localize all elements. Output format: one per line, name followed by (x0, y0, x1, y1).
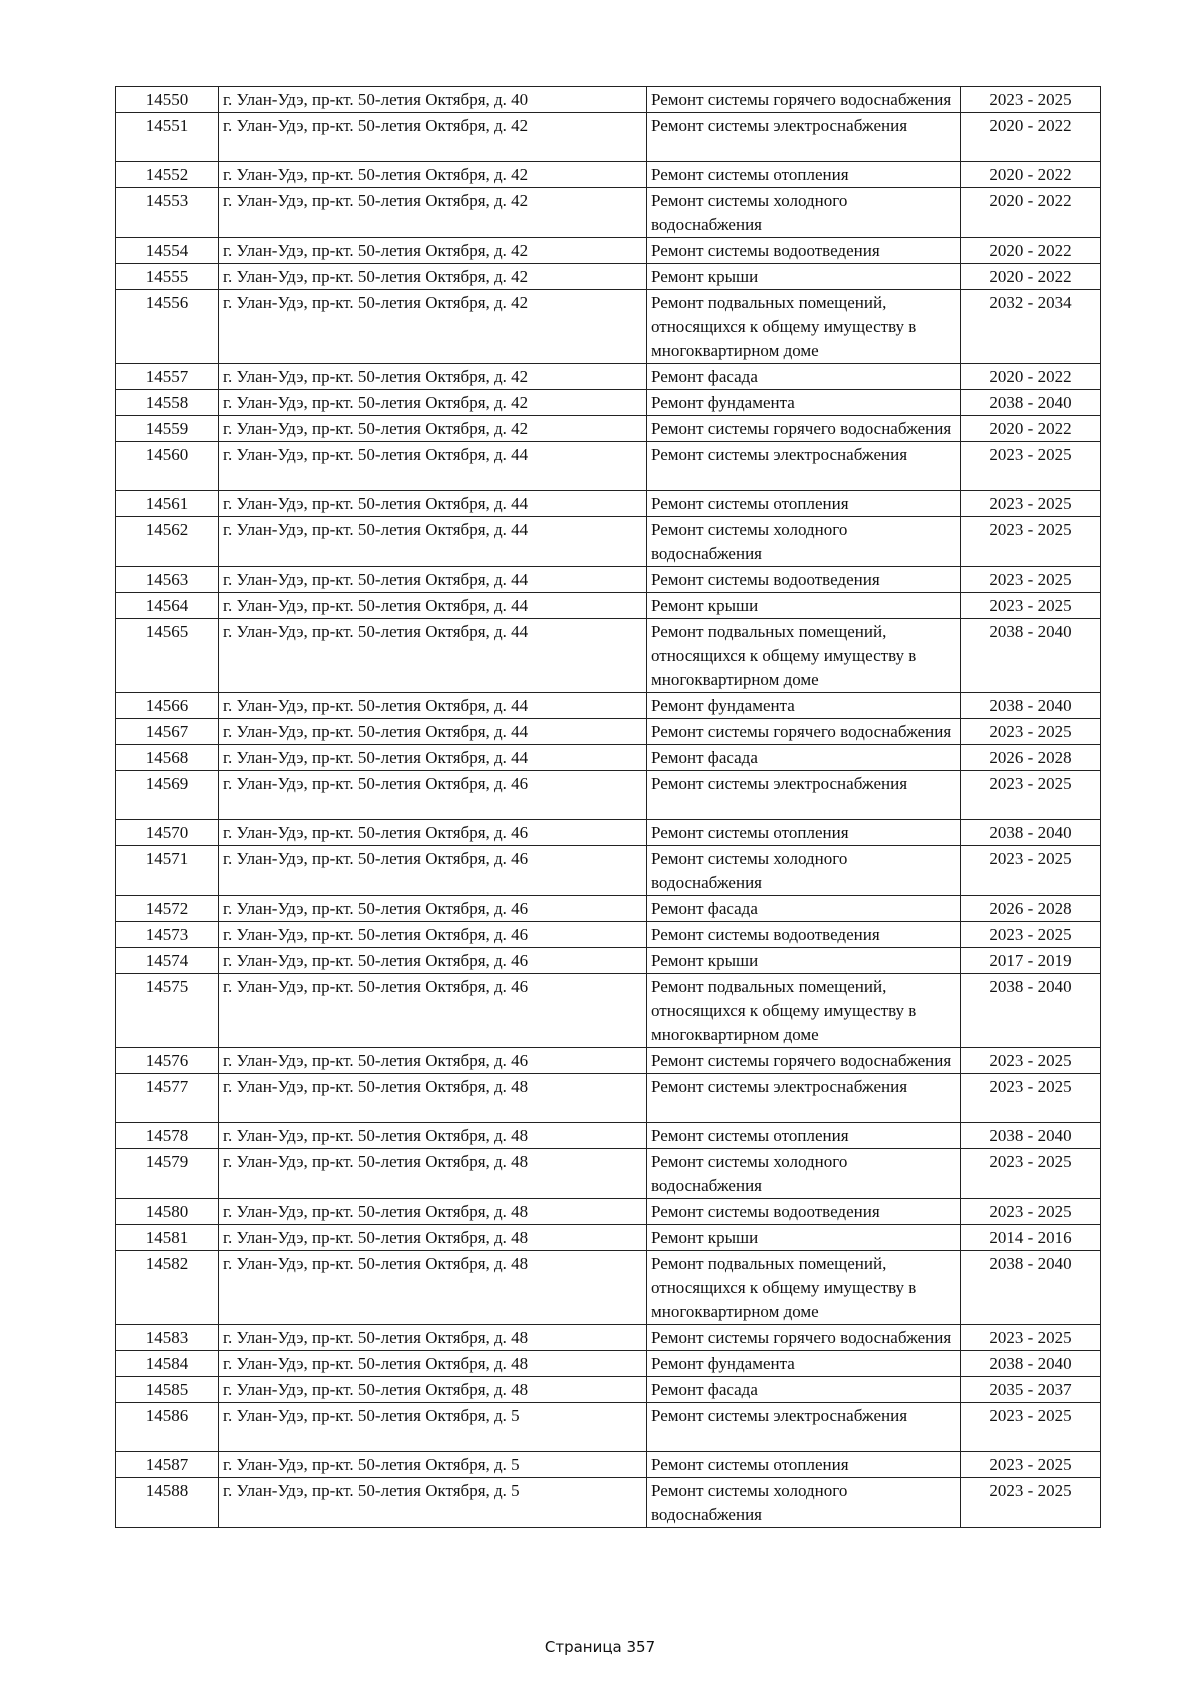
row-work-type: Ремонт системы электроснабжения (647, 1074, 961, 1123)
row-period: 2035 - 2037 (961, 1377, 1101, 1403)
row-number: 14554 (116, 238, 219, 264)
row-address: г. Улан-Удэ, пр-кт. 50-летия Октября, д. 42 (219, 113, 647, 162)
row-period: 2038 - 2040 (961, 1123, 1101, 1149)
row-period: 2023 - 2025 (961, 1452, 1101, 1478)
row-period: 2026 - 2028 (961, 745, 1101, 771)
row-work-type: Ремонт системы холодного водоснабжения (647, 1149, 961, 1199)
row-period: 2023 - 2025 (961, 1149, 1101, 1199)
row-period: 2023 - 2025 (961, 567, 1101, 593)
row-work-type: Ремонт системы водоотведения (647, 567, 961, 593)
row-period: 2023 - 2025 (961, 719, 1101, 745)
row-work-type: Ремонт системы холодного водоснабжения (647, 188, 961, 238)
row-period: 2020 - 2022 (961, 264, 1101, 290)
row-work-type: Ремонт системы отопления (647, 1123, 961, 1149)
row-number: 14565 (116, 619, 219, 693)
row-period: 2023 - 2025 (961, 1325, 1101, 1351)
row-number: 14555 (116, 264, 219, 290)
row-work-type: Ремонт системы горячего водоснабжения (647, 1048, 961, 1074)
table-row (116, 416, 1101, 442)
row-work-type: Ремонт подвальных помещений, относящихся к общему имуществу в многоквартирном доме (647, 290, 961, 364)
row-number: 14575 (116, 974, 219, 1048)
table-row (116, 1403, 1101, 1452)
row-address: г. Улан-Удэ, пр-кт. 50-летия Октября, д. 44 (219, 693, 647, 719)
table-row (116, 1478, 1101, 1528)
table-row (116, 1074, 1101, 1123)
row-number: 14572 (116, 896, 219, 922)
table-row (116, 517, 1101, 567)
row-period: 2023 - 2025 (961, 771, 1101, 820)
table-row (116, 593, 1101, 619)
row-work-type: Ремонт системы электроснабжения (647, 771, 961, 820)
row-number: 14576 (116, 1048, 219, 1074)
table-row (116, 491, 1101, 517)
row-number: 14570 (116, 820, 219, 846)
row-work-type: Ремонт крыши (647, 948, 961, 974)
table-row (116, 948, 1101, 974)
table-row (116, 619, 1101, 693)
row-address: г. Улан-Удэ, пр-кт. 50-летия Октября, д. 48 (219, 1199, 647, 1225)
row-work-type: Ремонт системы электроснабжения (647, 1403, 961, 1452)
table-row (116, 1325, 1101, 1351)
row-number: 14566 (116, 693, 219, 719)
table-row (116, 820, 1101, 846)
row-number: 14573 (116, 922, 219, 948)
repair-schedule-table (115, 86, 1101, 1528)
row-address: г. Улан-Удэ, пр-кт. 50-летия Октября, д. 48 (219, 1074, 647, 1123)
row-work-type: Ремонт системы электроснабжения (647, 442, 961, 491)
row-address: г. Улан-Удэ, пр-кт. 50-летия Октября, д. 48 (219, 1123, 647, 1149)
row-work-type: Ремонт системы электроснабжения (647, 113, 961, 162)
row-address: г. Улан-Удэ, пр-кт. 50-летия Октября, д. 40 (219, 87, 647, 113)
table-row (116, 238, 1101, 264)
row-work-type: Ремонт системы водоотведения (647, 922, 961, 948)
table-row (116, 290, 1101, 364)
row-address: г. Улан-Удэ, пр-кт. 50-летия Октября, д. 44 (219, 442, 647, 491)
row-address: г. Улан-Удэ, пр-кт. 50-летия Октября, д. 44 (219, 593, 647, 619)
row-period: 2023 - 2025 (961, 1403, 1101, 1452)
row-address: г. Улан-Удэ, пр-кт. 50-летия Октября, д. 48 (219, 1225, 647, 1251)
table-row (116, 1123, 1101, 1149)
row-address: г. Улан-Удэ, пр-кт. 50-летия Октября, д. 48 (219, 1351, 647, 1377)
row-address: г. Улан-Удэ, пр-кт. 50-летия Октября, д. 46 (219, 846, 647, 896)
row-period: 2023 - 2025 (961, 1074, 1101, 1123)
table-row (116, 1377, 1101, 1403)
row-address: г. Улан-Удэ, пр-кт. 50-летия Октября, д. 42 (219, 264, 647, 290)
row-number: 14582 (116, 1251, 219, 1325)
row-number: 14585 (116, 1377, 219, 1403)
row-work-type: Ремонт фасада (647, 896, 961, 922)
row-work-type: Ремонт подвальных помещений, относящихся к общему имуществу в многоквартирном доме (647, 1251, 961, 1325)
row-work-type: Ремонт системы горячего водоснабжения (647, 719, 961, 745)
row-period: 2032 - 2034 (961, 290, 1101, 364)
row-number: 14564 (116, 593, 219, 619)
row-work-type: Ремонт подвальных помещений, относящихся к общему имуществу в многоквартирном доме (647, 974, 961, 1048)
row-number: 14580 (116, 1199, 219, 1225)
row-period: 2023 - 2025 (961, 1199, 1101, 1225)
row-work-type: Ремонт подвальных помещений, относящихся к общему имуществу в многоквартирном доме (647, 619, 961, 693)
row-work-type: Ремонт крыши (647, 593, 961, 619)
table-row (116, 1452, 1101, 1478)
row-work-type: Ремонт фасада (647, 1377, 961, 1403)
row-work-type: Ремонт фундамента (647, 693, 961, 719)
row-address: г. Улан-Удэ, пр-кт. 50-летия Октября, д. 5 (219, 1452, 647, 1478)
row-address: г. Улан-Удэ, пр-кт. 50-летия Октября, д. 5 (219, 1478, 647, 1528)
row-work-type: Ремонт системы отопления (647, 1452, 961, 1478)
row-period: 2038 - 2040 (961, 1351, 1101, 1377)
table-row (116, 1225, 1101, 1251)
row-work-type: Ремонт фасада (647, 745, 961, 771)
row-number: 14581 (116, 1225, 219, 1251)
row-period: 2038 - 2040 (961, 1251, 1101, 1325)
row-work-type: Ремонт системы отопления (647, 820, 961, 846)
table-row (116, 745, 1101, 771)
table-row (116, 719, 1101, 745)
row-number: 14588 (116, 1478, 219, 1528)
row-number: 14560 (116, 442, 219, 491)
row-number: 14559 (116, 416, 219, 442)
row-address: г. Улан-Удэ, пр-кт. 50-летия Октября, д. 44 (219, 517, 647, 567)
table-body (116, 87, 1101, 1528)
table-row (116, 974, 1101, 1048)
row-address: г. Улан-Удэ, пр-кт. 50-летия Октября, д. 42 (219, 290, 647, 364)
row-number: 14563 (116, 567, 219, 593)
table-row (116, 896, 1101, 922)
row-number: 14571 (116, 846, 219, 896)
row-period: 2023 - 2025 (961, 1478, 1101, 1528)
row-number: 14567 (116, 719, 219, 745)
row-address: г. Улан-Удэ, пр-кт. 50-летия Октября, д. 46 (219, 896, 647, 922)
row-address: г. Улан-Удэ, пр-кт. 50-летия Октября, д. 42 (219, 364, 647, 390)
row-number: 14558 (116, 390, 219, 416)
row-period: 2023 - 2025 (961, 491, 1101, 517)
row-period: 2038 - 2040 (961, 390, 1101, 416)
row-number: 14568 (116, 745, 219, 771)
row-work-type: Ремонт системы горячего водоснабжения (647, 87, 961, 113)
table-row (116, 442, 1101, 491)
row-number: 14561 (116, 491, 219, 517)
row-period: 2038 - 2040 (961, 693, 1101, 719)
row-work-type: Ремонт фундамента (647, 1351, 961, 1377)
row-number: 14577 (116, 1074, 219, 1123)
table-row (116, 364, 1101, 390)
page-number: Страница 357 (544, 1638, 656, 1656)
row-address: г. Улан-Удэ, пр-кт. 50-летия Октября, д. 44 (219, 745, 647, 771)
row-address: г. Улан-Удэ, пр-кт. 50-летия Октября, д. 46 (219, 1048, 647, 1074)
row-address: г. Улан-Удэ, пр-кт. 50-летия Октября, д. 42 (219, 416, 647, 442)
table-row (116, 693, 1101, 719)
row-number: 14557 (116, 364, 219, 390)
table-row (116, 1149, 1101, 1199)
row-number: 14556 (116, 290, 219, 364)
row-number: 14553 (116, 188, 219, 238)
row-work-type: Ремонт фасада (647, 364, 961, 390)
row-number: 14584 (116, 1351, 219, 1377)
row-period: 2023 - 2025 (961, 87, 1101, 113)
table-row (116, 1251, 1101, 1325)
row-address: г. Улан-Удэ, пр-кт. 50-летия Октября, д. 48 (219, 1377, 647, 1403)
row-number: 14587 (116, 1452, 219, 1478)
row-period: 2038 - 2040 (961, 974, 1101, 1048)
row-work-type: Ремонт системы водоотведения (647, 1199, 961, 1225)
table-row (116, 567, 1101, 593)
row-period: 2026 - 2028 (961, 896, 1101, 922)
row-period: 2017 - 2019 (961, 948, 1101, 974)
row-address: г. Улан-Удэ, пр-кт. 50-летия Октября, д. 44 (219, 619, 647, 693)
row-work-type: Ремонт системы водоотведения (647, 238, 961, 264)
row-address: г. Улан-Удэ, пр-кт. 50-летия Октября, д. 46 (219, 771, 647, 820)
table-row (116, 264, 1101, 290)
row-period: 2020 - 2022 (961, 364, 1101, 390)
row-period: 2023 - 2025 (961, 1048, 1101, 1074)
row-number: 14569 (116, 771, 219, 820)
row-number: 14551 (116, 113, 219, 162)
row-address: г. Улан-Удэ, пр-кт. 50-летия Октября, д. 44 (219, 719, 647, 745)
row-number: 14586 (116, 1403, 219, 1452)
row-number: 14550 (116, 87, 219, 113)
row-period: 2023 - 2025 (961, 517, 1101, 567)
row-address: г. Улан-Удэ, пр-кт. 50-летия Октября, д. 42 (219, 238, 647, 264)
table-row (116, 1048, 1101, 1074)
row-address: г. Улан-Удэ, пр-кт. 50-летия Октября, д. 46 (219, 974, 647, 1048)
row-work-type: Ремонт крыши (647, 264, 961, 290)
row-address: г. Улан-Удэ, пр-кт. 50-летия Октября, д. 46 (219, 948, 647, 974)
row-number: 14574 (116, 948, 219, 974)
row-period: 2023 - 2025 (961, 593, 1101, 619)
row-address: г. Улан-Удэ, пр-кт. 50-летия Октября, д. 48 (219, 1251, 647, 1325)
row-work-type: Ремонт системы отопления (647, 162, 961, 188)
table-row (116, 162, 1101, 188)
row-period: 2023 - 2025 (961, 846, 1101, 896)
row-period: 2038 - 2040 (961, 820, 1101, 846)
row-number: 14578 (116, 1123, 219, 1149)
row-period: 2020 - 2022 (961, 188, 1101, 238)
row-period: 2023 - 2025 (961, 442, 1101, 491)
row-address: г. Улан-Удэ, пр-кт. 50-летия Октября, д. 46 (219, 922, 647, 948)
row-work-type: Ремонт крыши (647, 1225, 961, 1251)
row-address: г. Улан-Удэ, пр-кт. 50-летия Октября, д. 44 (219, 491, 647, 517)
row-work-type: Ремонт системы отопления (647, 491, 961, 517)
row-address: г. Улан-Удэ, пр-кт. 50-летия Октября, д. 48 (219, 1149, 647, 1199)
row-number: 14579 (116, 1149, 219, 1199)
row-address: г. Улан-Удэ, пр-кт. 50-летия Октября, д. 46 (219, 820, 647, 846)
row-work-type: Ремонт системы горячего водоснабжения (647, 1325, 961, 1351)
table-row (116, 771, 1101, 820)
row-number: 14583 (116, 1325, 219, 1351)
table-row (116, 188, 1101, 238)
table-row (116, 1351, 1101, 1377)
row-address: г. Улан-Удэ, пр-кт. 50-летия Октября, д. 42 (219, 188, 647, 238)
row-address: г. Улан-Удэ, пр-кт. 50-летия Октября, д. 42 (219, 162, 647, 188)
table-row (116, 113, 1101, 162)
row-work-type: Ремонт системы холодного водоснабжения (647, 846, 961, 896)
table-row (116, 846, 1101, 896)
row-period: 2038 - 2040 (961, 619, 1101, 693)
row-address: г. Улан-Удэ, пр-кт. 50-летия Октября, д. 48 (219, 1325, 647, 1351)
row-period: 2020 - 2022 (961, 162, 1101, 188)
table-row (116, 390, 1101, 416)
row-period: 2020 - 2022 (961, 416, 1101, 442)
row-period: 2020 - 2022 (961, 113, 1101, 162)
row-work-type: Ремонт системы холодного водоснабжения (647, 517, 961, 567)
table-row (116, 87, 1101, 113)
row-work-type: Ремонт системы горячего водоснабжения (647, 416, 961, 442)
row-address: г. Улан-Удэ, пр-кт. 50-летия Октября, д. 5 (219, 1403, 647, 1452)
row-period: 2014 - 2016 (961, 1225, 1101, 1251)
row-number: 14562 (116, 517, 219, 567)
row-period: 2023 - 2025 (961, 922, 1101, 948)
row-number: 14552 (116, 162, 219, 188)
row-work-type: Ремонт фундамента (647, 390, 961, 416)
row-work-type: Ремонт системы холодного водоснабжения (647, 1478, 961, 1528)
table-row (116, 1199, 1101, 1225)
row-period: 2020 - 2022 (961, 238, 1101, 264)
table-row (116, 922, 1101, 948)
row-address: г. Улан-Удэ, пр-кт. 50-летия Октября, д. 44 (219, 567, 647, 593)
row-address: г. Улан-Удэ, пр-кт. 50-летия Октября, д. 42 (219, 390, 647, 416)
